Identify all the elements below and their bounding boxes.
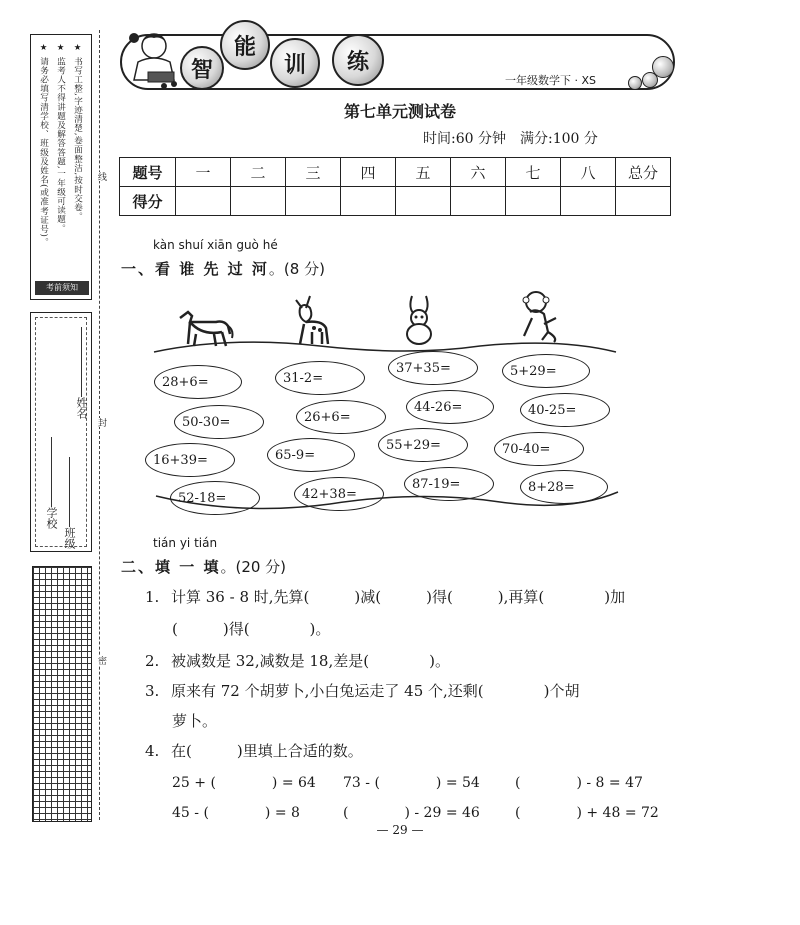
section2-title-text: 填 一 填	[155, 558, 221, 576]
fill-equation-5[interactable]: ( ) - 29 = 46	[343, 805, 480, 821]
question-2-text[interactable]: 被减数是 32,减数是 18,差是( )。	[171, 652, 450, 670]
notice-line-3: ★ 书写工整,字迹清楚,卷面整洁,按时交卷。	[72, 43, 83, 222]
notice-line-1: ★ 请务必填写清学校、班级及姓名(或准考证号)。	[38, 43, 49, 247]
time-score-info: 时间:60 分钟 满分:100 分	[423, 131, 598, 147]
river-equation-16[interactable]: 8+28=	[520, 470, 608, 504]
score-cell[interactable]	[231, 187, 286, 216]
banner-char-4: 练	[332, 34, 384, 86]
table-header-cell: 五	[396, 158, 451, 187]
table-header-cell: 二	[231, 158, 286, 187]
score-cell[interactable]	[506, 187, 561, 216]
class-field[interactable]	[61, 453, 77, 549]
river-equation-7[interactable]: 44-26=	[406, 390, 494, 424]
river-equation-14[interactable]: 42+38=	[294, 477, 384, 511]
decor-bubble-1	[628, 76, 642, 90]
fill-equation-2[interactable]: 73 - ( ) = 54	[343, 775, 480, 791]
fill-equation-4[interactable]: 45 - ( ) = 8	[172, 805, 300, 821]
river-equation-2[interactable]: 31-2=	[275, 361, 365, 395]
score-table-score-row	[120, 187, 671, 216]
exam-notice-box	[30, 34, 92, 300]
score-table	[119, 157, 671, 216]
fill-equation-6[interactable]: ( ) + 48 = 72	[515, 805, 659, 821]
banner-char-2: 能	[220, 20, 270, 70]
section2-pinyin: tián yi tián	[153, 536, 218, 550]
river-equation-11[interactable]: 55+29=	[378, 428, 468, 462]
table-header-cell: 题号	[120, 158, 176, 187]
score-cell[interactable]	[396, 187, 451, 216]
school-field[interactable]	[43, 433, 59, 529]
question-2	[145, 650, 450, 671]
question-number: 2.	[145, 652, 160, 670]
score-cell[interactable]	[561, 187, 616, 216]
page-number: — 29 —	[376, 823, 424, 837]
score-row-label: 得分	[120, 187, 176, 216]
river-equation-12[interactable]: 70-40=	[494, 432, 584, 466]
score-cell[interactable]	[286, 187, 341, 216]
table-header-cell: 一	[176, 158, 231, 187]
river-equation-5[interactable]: 50-30=	[174, 405, 264, 439]
section1-points: 。(8 分)	[268, 260, 325, 278]
question-1-continued[interactable]: ( )得( )。	[172, 620, 331, 638]
river-equation-10[interactable]: 65-9=	[267, 438, 355, 472]
fill-equation-1[interactable]: 25 + ( ) = 64	[172, 775, 316, 791]
river-equation-3[interactable]: 37+35=	[388, 351, 478, 385]
question-3	[145, 680, 580, 701]
notice-badge: 考前须知	[35, 281, 89, 295]
school-label: 学校	[45, 507, 58, 529]
score-cell[interactable]	[176, 187, 231, 216]
table-header-cell: 八	[561, 158, 616, 187]
class-line	[69, 457, 70, 527]
notice-line-2: ★ 监考人不得讲题及解答答题,一年级可读题。	[55, 43, 66, 233]
decor-bubble-3	[652, 56, 674, 78]
section2-points: 。(20 分)	[220, 558, 287, 576]
table-header-cell: 四	[341, 158, 396, 187]
table-header-cell: 三	[286, 158, 341, 187]
section1-pinyin: kàn shuí xiān guò hé	[153, 238, 278, 252]
name-label: 姓名	[75, 397, 88, 419]
river-equation-13[interactable]: 52-18=	[170, 481, 260, 515]
river-equation-15[interactable]: 87-19=	[404, 467, 494, 501]
page-title: 第七单元测试卷	[343, 102, 456, 121]
question-1	[145, 586, 625, 607]
score-cell[interactable]	[341, 187, 396, 216]
section1-title-text: 看 谁 先 过 河	[155, 260, 269, 278]
river-equation-6[interactable]: 26+6=	[296, 400, 386, 434]
river-equation-1[interactable]: 28+6=	[154, 365, 242, 399]
grade-label: 一年级数学下 · XS	[505, 74, 597, 87]
table-header-cell: 六	[451, 158, 506, 187]
cut-label-secret: 密	[96, 656, 106, 665]
river-equation-4[interactable]: 5+29=	[502, 354, 590, 388]
table-header-cell: 七	[506, 158, 561, 187]
girl-reading-icon	[124, 28, 186, 92]
question-3-continued: 萝卜。	[172, 712, 218, 730]
score-cell[interactable]	[451, 187, 506, 216]
scratch-grid	[32, 566, 92, 822]
cut-label-line: 线	[96, 172, 106, 181]
name-field[interactable]	[73, 323, 89, 419]
score-table-header-row	[120, 158, 671, 187]
fill-equation-3[interactable]: ( ) - 8 = 47	[515, 775, 643, 791]
question-1-text[interactable]: 计算 36 - 8 时,先算( )减( )得( ),再算( )加	[171, 588, 626, 606]
cut-label-seal: 封	[96, 418, 106, 427]
banner-char-3: 训	[270, 38, 320, 88]
table-header-cell: 总分	[616, 158, 671, 187]
student-info-box	[30, 312, 92, 552]
class-label: 班级	[63, 527, 76, 549]
river-equation-9[interactable]: 16+39=	[145, 443, 235, 477]
section2-title	[121, 556, 286, 577]
score-cell[interactable]	[616, 187, 671, 216]
school-line	[51, 437, 52, 507]
question-4-text: 在( )里填上合适的数。	[171, 742, 363, 760]
question-number: 1.	[145, 588, 160, 606]
question-number: 4.	[145, 742, 160, 760]
name-line	[81, 327, 82, 397]
question-4	[145, 740, 363, 761]
question-3-text[interactable]: 原来有 72 个胡萝卜,小白兔运走了 45 个,还剩( )个胡	[171, 682, 580, 700]
river-equation-8[interactable]: 40-25=	[520, 393, 610, 427]
section1-number: 一、	[121, 260, 156, 278]
question-number: 3.	[145, 682, 160, 700]
banner-char-1: 智	[180, 46, 224, 90]
section2-number: 二、	[121, 558, 156, 576]
section1-title	[121, 258, 325, 279]
